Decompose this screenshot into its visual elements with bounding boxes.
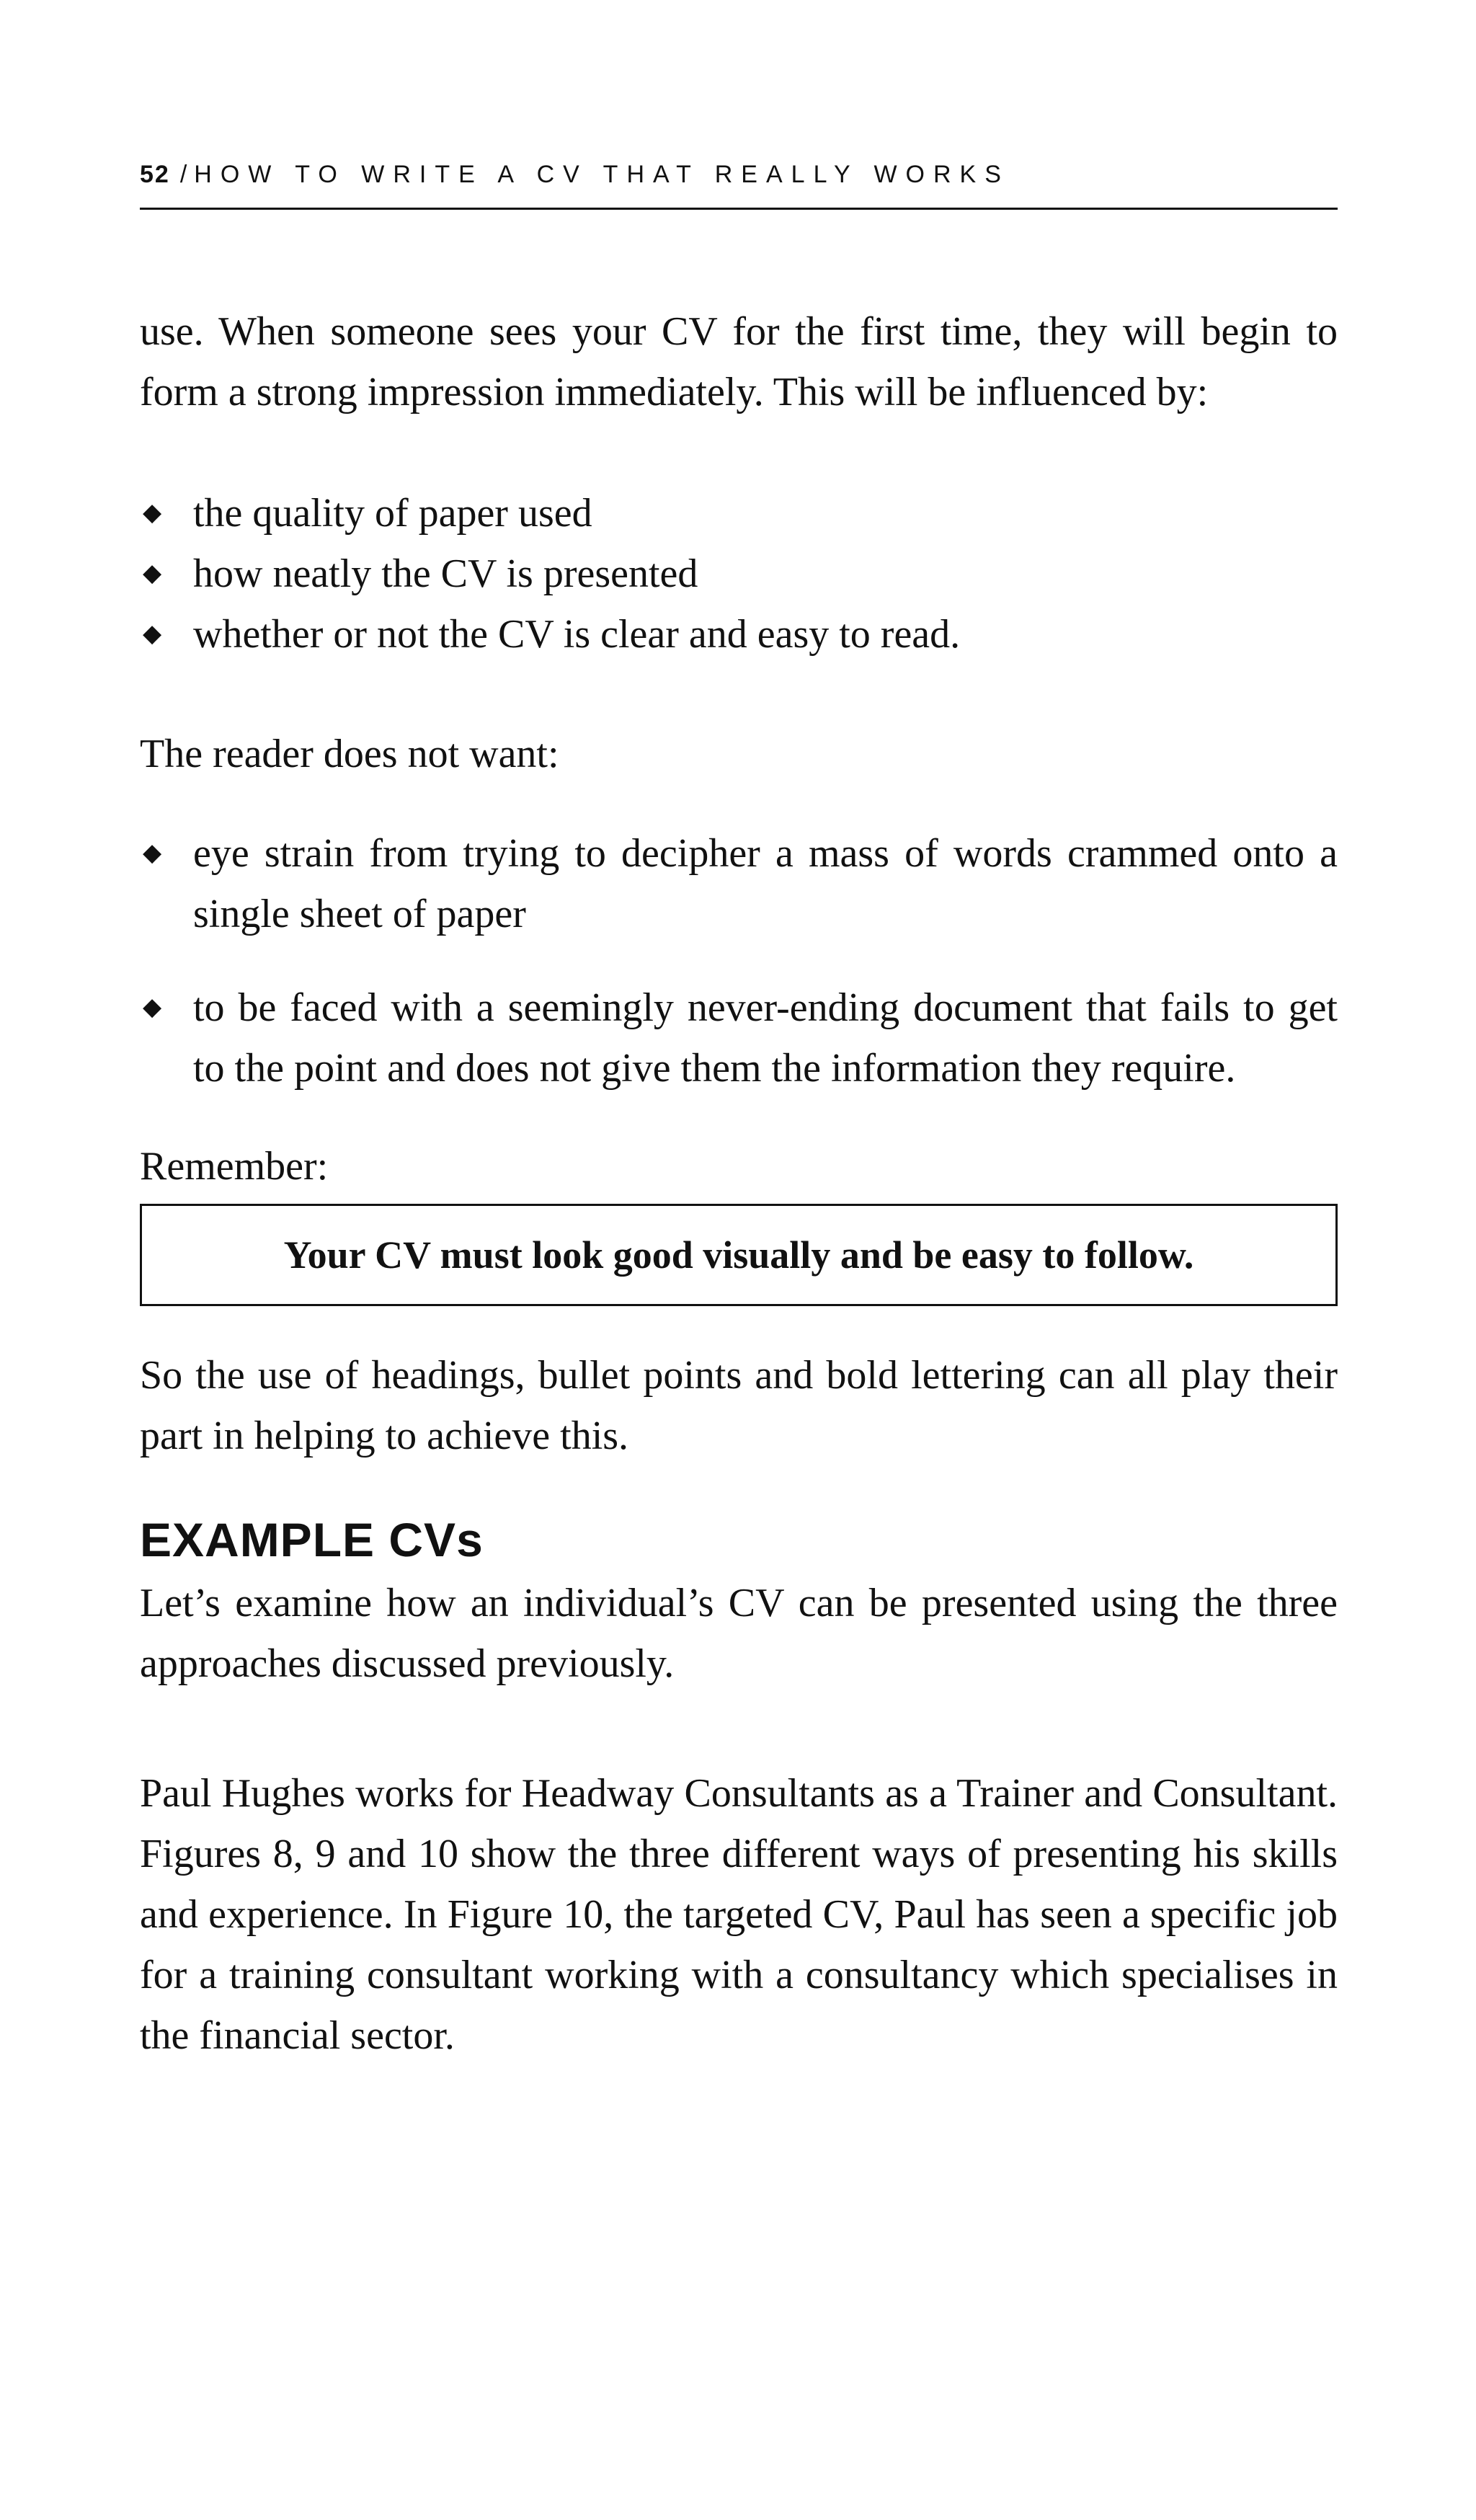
reader-bullet-list	[140, 823, 1338, 1099]
callout-box: Your CV must look good visually and be easy to follow.	[140, 1204, 1338, 1306]
list-item-text: the quality of paper used	[193, 491, 592, 536]
header-rule	[140, 208, 1338, 210]
headings-paragraph: So the use of headings, bullet points and bold lettering can all play their part in helping to achieve this.	[140, 1353, 1338, 1458]
list-item	[140, 823, 1338, 944]
running-header	[140, 160, 1338, 189]
list-item-text: to be faced with a seemingly never-ending document that fails to get to the point and does not give them the information they require.	[193, 985, 1338, 1091]
intro-paragraph-line-1: use. When someone sees your CV for the first time, they will begin to	[140, 309, 1338, 354]
diamond-bullet-icon: ◆	[143, 994, 162, 1021]
examine-paragraph: Let’s examine how an individual’s CV can be presented using the three approaches discussed previously.	[140, 1581, 1338, 1686]
section-heading: EXAMPLE CVs	[140, 1513, 484, 1566]
diamond-bullet-icon: ◆	[143, 560, 162, 587]
list-item	[140, 604, 1338, 665]
diamond-bullet-icon: ◆	[143, 840, 162, 866]
remember-label: Remember:	[140, 1144, 329, 1189]
diamond-bullet-icon: ◆	[143, 500, 162, 526]
page-number: 52	[140, 161, 170, 188]
influence-bullet-list	[140, 483, 1338, 665]
list-item	[140, 544, 1338, 604]
intro-paragraph-line-2: form a strong impression immediately. This will be influenced by:	[140, 370, 1209, 414]
header-separator: /	[179, 161, 192, 188]
paul-paragraph: Paul Hughes works for Headway Consultants as a Trainer and Consultant. Figures 8, 9 and 10 show the three different ways of presenting his skills and experience. In Figure 10, the targeted CV, Paul has seen a specific job for a training consultant working with a consultancy which specialises in the financial sector.	[140, 1771, 1338, 2058]
diamond-bullet-icon: ◆	[143, 621, 162, 647]
list-item	[140, 977, 1338, 1099]
list-item	[140, 483, 1338, 544]
list-item-text: eye strain from trying to decipher a mass of words crammed onto a single sheet of paper	[193, 831, 1338, 936]
reader-intro: The reader does not want:	[140, 732, 559, 776]
list-item-text: whether or not the CV is clear and easy to read.	[193, 612, 961, 657]
page-body	[140, 301, 1338, 2066]
book-title: HOW TO WRITE A CV THAT REALLY WORKS	[194, 161, 1010, 188]
list-item-text: how neatly the CV is presented	[193, 551, 698, 596]
